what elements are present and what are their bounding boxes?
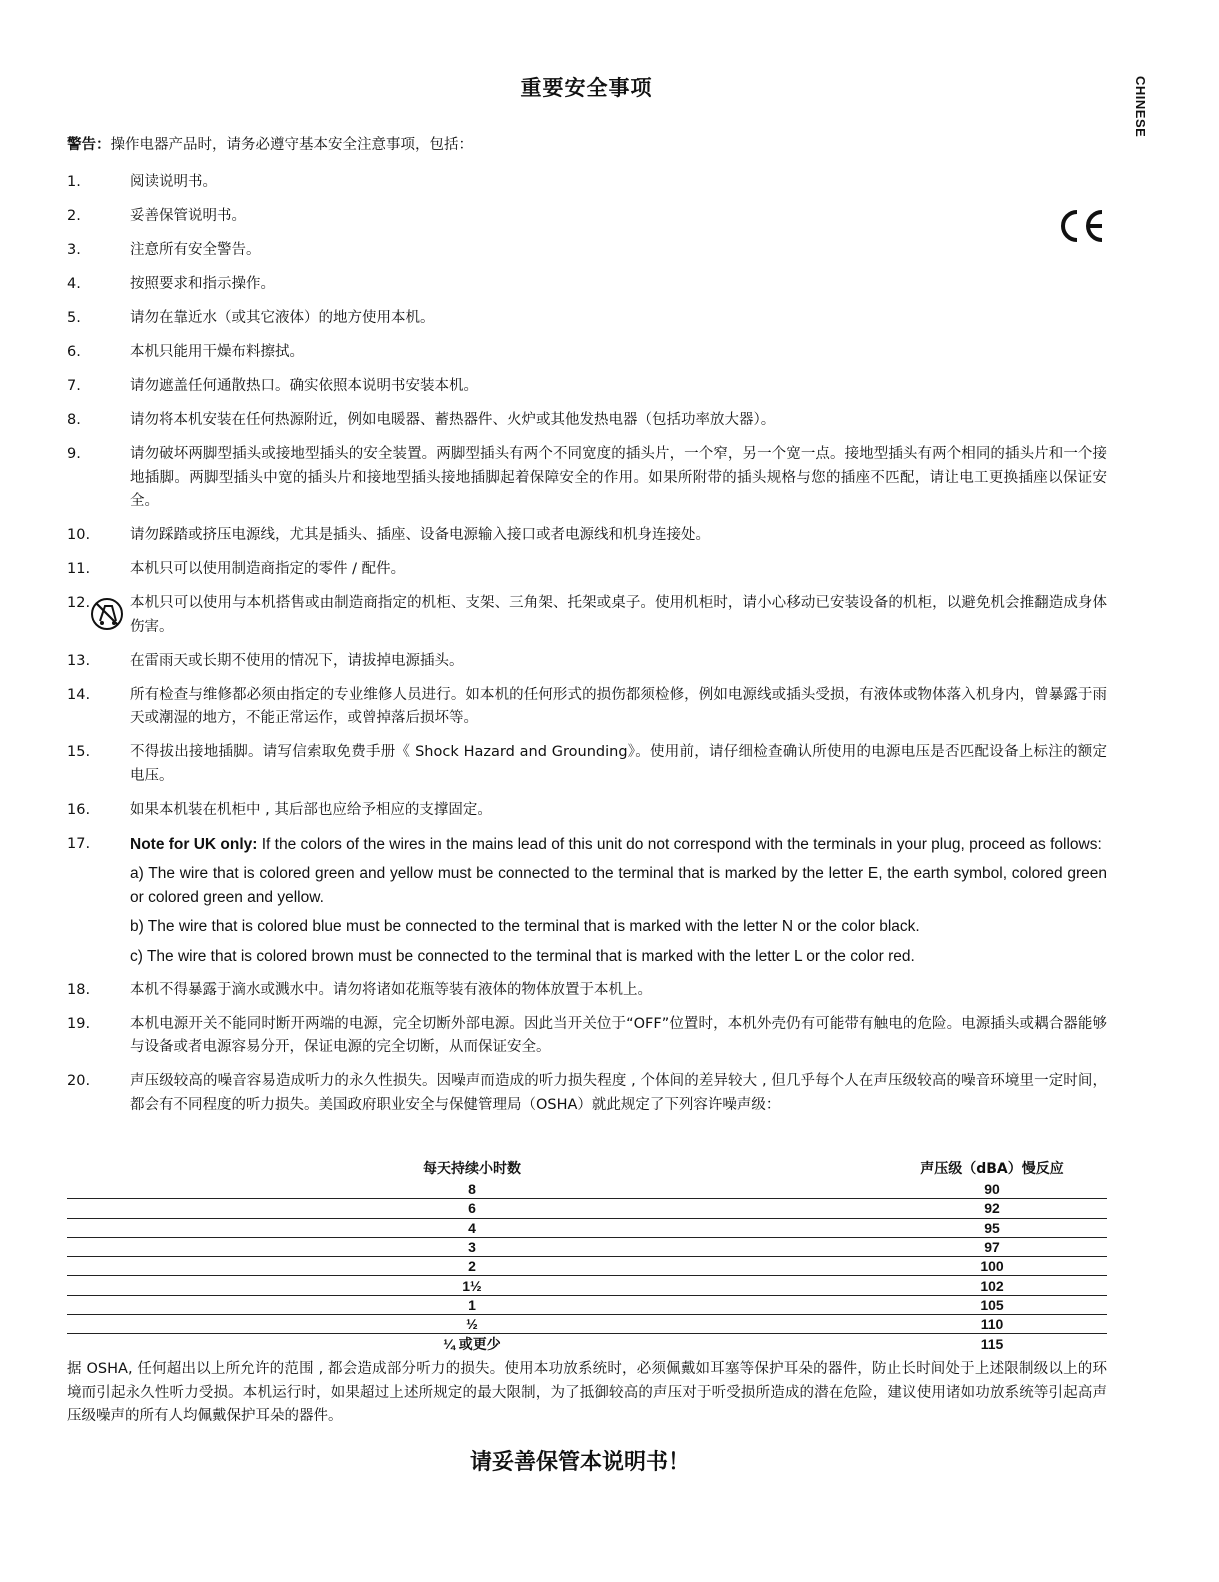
list-item bbox=[67, 741, 1107, 788]
list-item bbox=[67, 341, 1107, 365]
cell-spl: 97 bbox=[984, 1239, 1000, 1256]
item-text: 请勿踩踏或挤压电源线，尤其是插头、插座、设备电源输入接口或者电源线和机身连接处。 bbox=[130, 527, 710, 543]
list-item bbox=[67, 524, 1107, 548]
table-row bbox=[67, 1295, 1107, 1314]
list-item bbox=[67, 799, 1107, 823]
list-item bbox=[67, 171, 1107, 195]
item-text: 请勿遮盖任何通散热口。确实依照本说明书安装本机。 bbox=[130, 378, 478, 394]
item-number: 18. bbox=[67, 981, 91, 998]
item-text: 所有检查与维修都必须由指定的专业维修人员进行。如本机的任何形式的损伤都须检修，例如电源线或插头受损，有液体或物体落入机身内，曾暴露于雨天或潮湿的地方，不能正常运作，或曾掉落后损坏等。 bbox=[130, 686, 1107, 726]
cell-spl: 110 bbox=[980, 1316, 1004, 1333]
cell-spl: 102 bbox=[980, 1277, 1004, 1294]
header-spl: 声压级（dBA）慢反应 bbox=[920, 1161, 1064, 1177]
cell-hours: 1 bbox=[468, 1296, 476, 1313]
item-number: 11. bbox=[67, 561, 91, 577]
item-text: 本机只可以使用与本机搭售或由制造商指定的机柜、支架、三角架、托架或桌子。使用机柜时，请小心移动已安装设备的机柜，以避免机会推翻造成身体伤害。 bbox=[130, 595, 1107, 635]
item-number: 15. bbox=[67, 744, 91, 760]
cart-tip-warning-icon bbox=[90, 597, 124, 631]
item-number: 7. bbox=[67, 378, 81, 394]
item-number: 6. bbox=[67, 344, 81, 360]
list-item bbox=[67, 650, 1107, 674]
item-number: 4. bbox=[67, 276, 81, 292]
warning-label: 警告： bbox=[67, 137, 111, 153]
osha-paragraph: 据 OSHA, 任何超出以上所允许的范围 , 都会造成部分听力的损失。使用本功放系统时，必须佩戴如耳塞等保护耳朵的器件，防止长时间处于上述限制级以上的环境而引起永久性听力受损。本机运行时，如果超过上述所规定的最大限制，为了抵御较高的声压对于听受损所造成的潜在危险，建议使用诸如功放系统等引起高声压级噪声的所有人均佩戴保护耳朵的器件。 bbox=[67, 1361, 1107, 1424]
table-row bbox=[67, 1199, 1107, 1218]
item-text: 请勿在靠近水（或其它液体）的地方使用本机。 bbox=[130, 310, 435, 326]
item-text: 请勿破坏两脚型插头或接地型插头的安全装置。两脚型插头有两个不同宽度的插头片，一个窄，另一个宽一点。接地型插头有两个相同的插头片和一个接地插脚。两脚型插头中宽的插头片和接地型插头接地插脚起着保障安全的作用。如果所附带的插头规格与您的插座不匹配，请让电工更换插座以保证安全。 bbox=[130, 446, 1107, 509]
list-item bbox=[67, 307, 1107, 331]
cell-hours: 3 bbox=[468, 1239, 476, 1256]
item-number: 3. bbox=[67, 242, 81, 258]
item-number: 13. bbox=[67, 652, 91, 669]
cell-hours: 6 bbox=[468, 1200, 476, 1217]
item-text: 阅读说明书。 bbox=[130, 174, 217, 190]
list-item bbox=[67, 443, 1107, 514]
uk-note-label: Note for UK only: bbox=[130, 835, 258, 853]
table-row bbox=[67, 1276, 1107, 1295]
item-text: 在雷雨天或长期不使用的情况下，请拔掉电源插头。 bbox=[130, 652, 464, 669]
item-text: 请勿将本机安装在任何热源附近，例如电暖器、蓄热器件、火炉或其他发热电器（包括功率放大器）。 bbox=[130, 412, 776, 428]
item-text: 不得拔出接地插脚。请写信索取免费手册《 Shock Hazard and Grounding》。使用前，请仔细检查确认所使用的电源电压是否匹配设备上标注的额定电压。 bbox=[130, 744, 1107, 784]
item-text: 如果本机装在机柜中 , 其后部也应给予相应的支撑固定。 bbox=[130, 801, 492, 818]
list-item bbox=[67, 1070, 1107, 1117]
warning-text: 操作电器产品时，请务必遵守基本安全注意事项，包括： bbox=[110, 137, 473, 153]
table-row bbox=[67, 1180, 1107, 1199]
uk-note-paragraph bbox=[130, 833, 1107, 857]
table-row bbox=[67, 1257, 1107, 1276]
list-item-uk-note bbox=[67, 833, 1107, 969]
item-text: 声压级较高的噪音容易造成听力的永久性损失。因噪声而造成的听力损失程度 , 个体间的差异较大 , 但几乎每个人在声压级较高的噪音环境里一定时间，都会有不同程度的听力损失。美国政府职业安全与保健管理局（OSHA）就此规定了下列容许噪声级： bbox=[130, 1073, 1107, 1113]
item-number: 2. bbox=[67, 208, 81, 224]
list-item bbox=[67, 409, 1107, 433]
cell-hours: 1½ bbox=[462, 1277, 482, 1294]
list-item bbox=[67, 205, 1107, 229]
item-number: 8. bbox=[67, 412, 81, 428]
cell-spl: 95 bbox=[984, 1219, 1000, 1236]
cell-spl: 92 bbox=[984, 1200, 1000, 1217]
cell-spl: 115 bbox=[980, 1335, 1004, 1352]
item-number: 16. bbox=[67, 801, 91, 818]
cell-spl: 90 bbox=[984, 1181, 1000, 1198]
item-number: 9. bbox=[67, 446, 81, 462]
item-text: 本机电源开关不能同时断开两端的电源，完全切断外部电源。因此当开关位于“OFF”位置时，本机外壳仍有可能带有触电的危险。电源插头或耦合器能够与设备或者电源容易分开，保证电源的完全切断，从而保证安全。 bbox=[130, 1015, 1107, 1055]
uk-note-text: If the colors of the wires in the mains lead of this unit do not correspond with the terminals in your plug, proceed as follows: bbox=[257, 835, 1102, 853]
item-number: 12. bbox=[67, 595, 91, 611]
list-item bbox=[67, 979, 1107, 1003]
noise-exposure-table bbox=[67, 1156, 1107, 1353]
item-text: 按照要求和指示操作。 bbox=[130, 276, 275, 292]
item-number: 1. bbox=[67, 174, 81, 190]
item-number: 17. bbox=[67, 835, 91, 852]
list-item bbox=[67, 684, 1107, 731]
item-number: 19. bbox=[67, 1015, 91, 1032]
cell-hours: ¼ 或更少 bbox=[443, 1335, 501, 1352]
item-number: 10. bbox=[67, 527, 91, 543]
list-item bbox=[67, 239, 1107, 263]
warning-line bbox=[67, 134, 473, 156]
closing-notice: 请妥善保管本说明书！ bbox=[469, 1450, 690, 1475]
language-label: CHINESE bbox=[1133, 76, 1148, 138]
item-text: 注意所有安全警告。 bbox=[130, 242, 261, 258]
cell-spl: 100 bbox=[980, 1258, 1004, 1275]
cell-spl: 105 bbox=[980, 1296, 1004, 1313]
list-item bbox=[67, 592, 1107, 639]
uk-note-a: a) The wire that is colored green and yellow must be connected to the terminal that is marked by the letter E, the earth symbol, colored green or colored green and yellow. bbox=[130, 865, 1107, 906]
cell-hours: 2 bbox=[468, 1258, 476, 1275]
item-number: 14. bbox=[67, 686, 91, 703]
cell-hours: ½ bbox=[466, 1316, 478, 1333]
item-number: 20. bbox=[67, 1073, 91, 1089]
item-text: 本机不得暴露于滴水或溅水中。请勿将诸如花瓶等装有液体的物体放置于本机上。 bbox=[130, 981, 652, 998]
item-text: 本机只可以使用制造商指定的零件 / 配件。 bbox=[130, 561, 406, 577]
list-item bbox=[67, 1013, 1107, 1060]
item-text: 本机只能用干燥布料擦拭。 bbox=[130, 344, 304, 360]
table-row bbox=[67, 1237, 1107, 1256]
table-row bbox=[67, 1334, 1107, 1353]
cell-hours: 8 bbox=[468, 1181, 476, 1198]
page-title: 重要安全事项 bbox=[520, 76, 653, 100]
list-item bbox=[67, 273, 1107, 297]
item-text: 妥善保管说明书。 bbox=[130, 208, 246, 224]
item-number: 5. bbox=[67, 310, 81, 326]
item-text bbox=[130, 833, 1107, 969]
list-item bbox=[67, 558, 1107, 582]
header-hours: 每天持续小时数 bbox=[423, 1161, 521, 1177]
table-header-row bbox=[67, 1156, 1107, 1180]
list-item bbox=[67, 375, 1107, 399]
table-row bbox=[67, 1315, 1107, 1334]
table-row bbox=[67, 1218, 1107, 1237]
cell-hours: 4 bbox=[468, 1219, 476, 1236]
uk-note-c: c) The wire that is colored brown must be connected to the terminal that is marked with the letter L or the color red. bbox=[130, 947, 915, 965]
uk-note-b: b) The wire that is colored blue must be connected to the terminal that is marked with the letter N or the color black. bbox=[130, 918, 920, 935]
safety-list bbox=[67, 171, 1107, 1128]
